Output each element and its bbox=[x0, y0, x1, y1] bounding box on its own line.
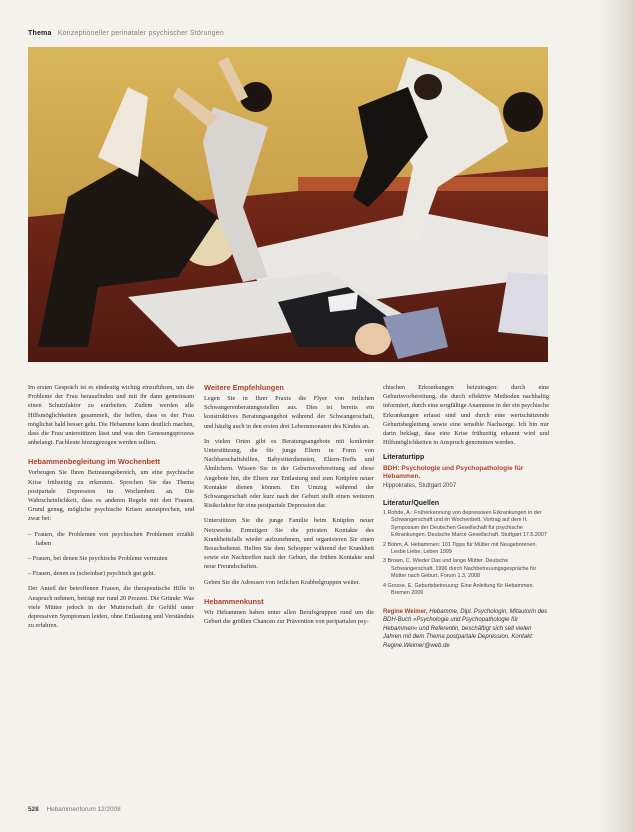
bullet-item: – Frauen, bei denen Sie psychische Probleme vermuten bbox=[28, 555, 168, 563]
reference-item: 2 Bohm, A. Hebammen: 101 Tipps für Mütter mit Neugeborenen. Lesbe Liebe, Leben 1999 bbox=[383, 541, 538, 556]
empfehlungen-paragraph-2: In vielen Orten gibt es Beratungsangebote mit konkreter Unterstützung, die für junge Eltern in Form von Nachbarschaftshilfen, Babysitterdiensten, Eltern-Treffs und Ähnlichem. Wissen Sie in der Geburtsvorbereitung auf diese Angebote hin, die Eltern zur Entlastung und zum Knüpfen neuer Kontakte dienen können. Ein Umzug während der Schwangerschaft oder kurz nach der Geburt stellt einen weiteren Risikofaktor für eine postpartale Depression dar. bbox=[204, 437, 374, 510]
page-footer bbox=[28, 806, 121, 813]
running-header bbox=[28, 30, 224, 37]
author-bio: Hebamme, Dipl. Psychologin, Mitautorin des BDH-Buch »Psychologie und Psychopathologie für Hebammen« und Referentin, beschäftigt sich seit vielen Jahren mit dem Thema postpartale Depression. Kontakt: Regine.Weimer@web.de bbox=[383, 608, 548, 649]
column-2 bbox=[204, 383, 374, 632]
author-name: Regine Weimer, bbox=[383, 608, 428, 615]
therapy-paragraph: Der Anteil der betroffenen Frauen, die therapeutische Hilfe in Anspruch nehmen, beträgt nur rund 20 Prozent. Die Gründe: Was viele Mütter jedoch in der Mutterschaft ihr Gefühl unter depressiven Symptomen leiden, ohne Entlastung und Verständnis zu erfahren. bbox=[28, 585, 194, 630]
wochenbett-paragraph: Vorbeugen Sie Ihren Betreuungsbereich, um eine psychische Krise frühzeitig zu erkennen. Sprechen Sie das Thema postpartale Depression im Wochenbett an. Die Wahrscheinlichkeit, dass es anderen Regeln mit den Frauen. Grund genug, mögliche psychische Krisen anzusprechen, und zwar bei: bbox=[28, 469, 194, 523]
literature-tip-label: Literaturtipp bbox=[383, 454, 425, 462]
header-topic: Konzeptioneller perinataler psychischer Störungen bbox=[57, 30, 224, 37]
empfehlungen-paragraph-3: Unterstützen Sie die junge Familie beim Knüpfen neuer Netzwerke. Ermutigen Sie die privaten Kontakte des Krankheitsfalls wieder aufzunehmen, und organisieren Sie einen Besuchsdienst. Helfen Sie dem Schopper während der Krankheit sowie ein Nachtreffen nach der Geburt, die frühen Kontakte und neue Freundschaften. bbox=[204, 517, 374, 571]
literature-tip-meta: Hippokrates, Stuttgart 2007 bbox=[383, 482, 457, 489]
article-photo bbox=[28, 47, 548, 362]
column-3 bbox=[383, 383, 549, 650]
column-1 bbox=[28, 383, 194, 636]
yoga-class-photo bbox=[28, 47, 548, 362]
intro-paragraph: Im ersten Gespräch ist es eindeutig wichtig einzuführen, um die Probleme der Frau herausfinden und mit ihr dann gemeinsam einen Schutzfaktor zu erarbeiten. Zudem werden alle Hilfsmöglichkeiten gesammelt, die helfen, dass es der Frau möglichst bald besser geht. Die Hebamme kann deutlich machen, dass die Frau unterstützen lässt und was den Genesungsprozess anbelangt. Fachleute hinzugezogen werden sollten. bbox=[28, 384, 194, 447]
bullet-item: – Frauen, die Problemen von psychischen Problemen erzählt haben bbox=[28, 530, 194, 547]
section-heading-wochenbett: Hebammenbegleitung im Wochenbett bbox=[28, 457, 161, 467]
reference-item: 4 Grosse, E. Geburtsbetreuung: Eine Anleitung für Hebammen. Bremen 2006 bbox=[383, 582, 535, 597]
references-title: Literatur/Quellen bbox=[383, 499, 440, 507]
continued-paragraph: chischen Erkrankungen beizutragen: durch eine Geburtsvorbereitung, die durch effektive Methoden nachhaltig informiert, durch eine sorgfältige Anamnese in der ein psychische Erkrankungen erfasst sind und durch eine wertschätzende Geburtsbegleitung sowie eine sensible Nachsorge. Ich bin mir darin beklagt, dass eine Krise frühzeitig erkannt wird und Hilfsmöglichkeiten in Anspruch genommen werden. bbox=[383, 384, 549, 447]
empfehlungen-paragraph-4: Geben Sie die Adressen von örtlichen Krabbelgruppen weiter. bbox=[204, 578, 360, 586]
references-list bbox=[383, 510, 549, 597]
hebammenkunst-paragraph: Wir Hebammen haben unter allen Berufsgruppen rund um die Geburt die größten Chancen zur Prävention von peripartalen psy- bbox=[204, 608, 374, 626]
issue-label: Hebammenforum 12/2008 bbox=[46, 806, 121, 813]
reference-item: 3 Brown, C. Wieder Das und lange Mütter. Deutsche Schwangerschaft, 1996 durch Nachbetreuungsgespräche für Mütter nach Geburt. Forum 1.3, 2008 bbox=[383, 558, 537, 580]
section-heading-hebammenkunst: Hebammenkunst bbox=[204, 596, 264, 606]
reference-item: 1 Rohde, A.: Früherkennung von depressiven Erkrankungen in der Schwangerschaft und im Wochenbett. Vortrag auf dem II. Symposium der Deutschen Gesellschaft für psychische Erkrankungen. Deutsche Marcé Gesellschaft. Stuttgart 17.5.2007 bbox=[383, 510, 547, 539]
page-edge bbox=[597, 0, 635, 832]
header-kicker: Thema bbox=[28, 30, 52, 37]
empfehlungen-paragraph-1: Legen Sie in Ihrer Praxis die Flyer von örtlichen Schwangerenberatungsstellen aus. Dies ist bereits ein konstruktives Beratungsangebot während der Schwangerschaft, und häufig auch in den ersten drei Lebensmonaten des Kindes an. bbox=[204, 395, 374, 430]
section-heading-empfehlungen: Weitere Empfehlungen bbox=[204, 383, 284, 392]
literature-tip-title: BDH: Psychologie und Psychopathologie für Hebammen. bbox=[383, 464, 524, 481]
author-box bbox=[383, 608, 549, 651]
page-number: 528 bbox=[28, 806, 39, 813]
bullet-item: – Frauen, denen es (scheinbar) psychisch gut geht. bbox=[28, 570, 156, 578]
